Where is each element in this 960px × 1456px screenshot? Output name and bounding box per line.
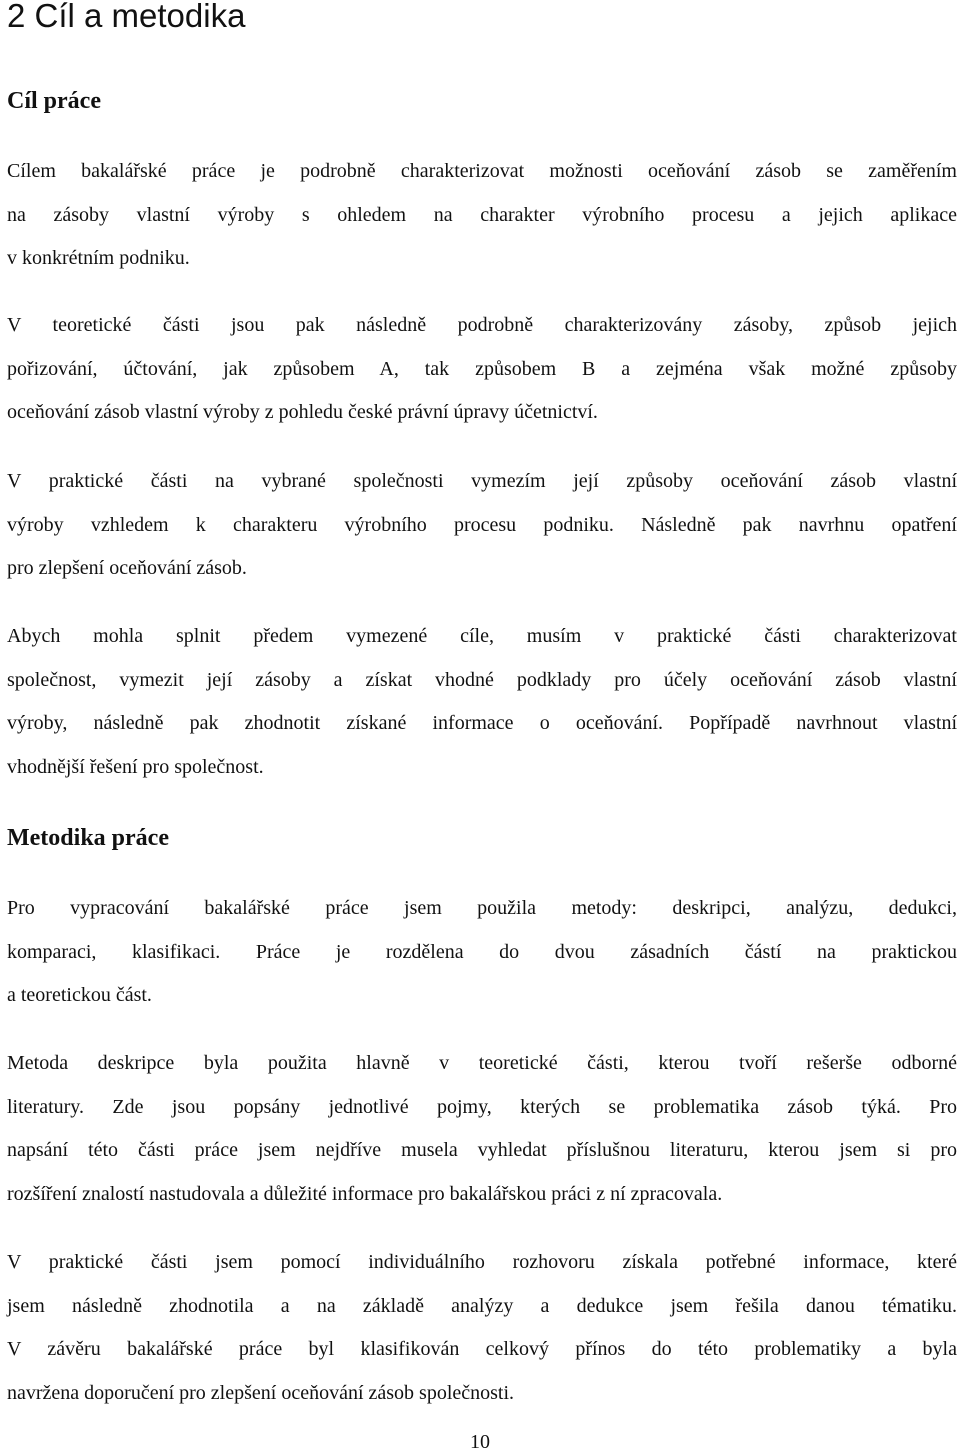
text-line: navržena doporučení pro zlepšení oceňování zásob společnosti.	[7, 1381, 515, 1404]
text-line: oceňování zásob vlastní výroby z pohledu české právní úpravy účetnictví.	[7, 401, 598, 423]
text-line: pro zlepšení oceňování zásob.	[7, 557, 247, 579]
paragraph-method-1	[7, 887, 957, 1018]
paragraph-goal-1	[7, 150, 957, 281]
paragraph-method-2	[7, 1042, 957, 1216]
text-line: V teoretické části jsou pak následně podrobně charakterizovány zásoby, způsob jejich	[7, 314, 957, 336]
paragraph-goal-2	[7, 304, 957, 435]
text-line: Cílem bakalářské práce je podrobně charakterizovat možnosti oceňování zásob se zaměřením	[7, 160, 957, 182]
text-line: V praktické části na vybrané společnosti vymezím její způsoby oceňování zásob vlastní	[7, 470, 957, 492]
text-line: jsem následně zhodnotila a na základě analýzy a dedukce jsem řešila danou tématiku.	[7, 1294, 957, 1317]
text-line: napsání této části práce jsem nejdříve musela vyhledat příslušnou literaturu, kterou jsem si pro	[7, 1139, 957, 1161]
section-heading-goal: Cíl práce	[7, 88, 101, 114]
text-line: rozšíření znalostí nastudovala a důležité informace pro bakalářskou práci z ní zpracovala.	[7, 1182, 723, 1205]
text-line: v konkrétním podniku.	[7, 247, 190, 269]
text-line: výroby vzhledem k charakteru výrobního procesu podniku. Následně pak navrhnu opatření	[7, 513, 957, 536]
text-line: literatury. Zde jsou popsány jednotlivé pojmy, kterých se problematika zásob týká. Pro	[7, 1095, 957, 1118]
chapter-title: 2 Cíl a metodika	[7, 0, 246, 34]
page-number: 10	[470, 1431, 490, 1453]
paragraph-goal-4	[7, 615, 957, 789]
section-heading-method: Metodika práce	[7, 825, 169, 851]
text-line: Metoda deskripce byla použita hlavně v teoretické části, kterou tvoří rešerše odborné	[7, 1052, 957, 1074]
paragraph-method-3	[7, 1241, 957, 1415]
text-line: a teoretickou část.	[7, 984, 152, 1006]
text-line: vhodnější řešení pro společnost.	[7, 755, 264, 778]
text-line: Pro vypracování bakalářské práce jsem použila metody: deskripci, analýzu, dedukci,	[7, 897, 957, 919]
text-line: V praktické části jsem pomocí individuálního rozhovoru získala potřebné informace, které	[7, 1251, 957, 1273]
text-line: V závěru bakalářské práce byl klasifikován celkový přínos do této problematiky a byla	[7, 1338, 957, 1360]
text-line: komparaci, klasifikaci. Práce je rozdělena do dvou zásadních částí na praktickou	[7, 940, 957, 963]
paragraph-goal-3	[7, 460, 957, 591]
text-line: pořizování, účtování, jak způsobem A, tak způsobem B a zejména však možné způsoby	[7, 357, 957, 380]
text-line: společnost, vymezit její zásoby a získat vhodné podklady pro účely oceňování zásob vlastní	[7, 668, 957, 691]
text-line: Abych mohla splnit předem vymezené cíle, musím v praktické části charakterizovat	[7, 625, 957, 647]
text-line: výroby, následně pak zhodnotit získané informace o oceňování. Popřípadě navrhnout vlastní	[7, 712, 957, 734]
text-line: na zásoby vlastní výroby s ohledem na charakter výrobního procesu a jejich aplikace	[7, 203, 957, 226]
